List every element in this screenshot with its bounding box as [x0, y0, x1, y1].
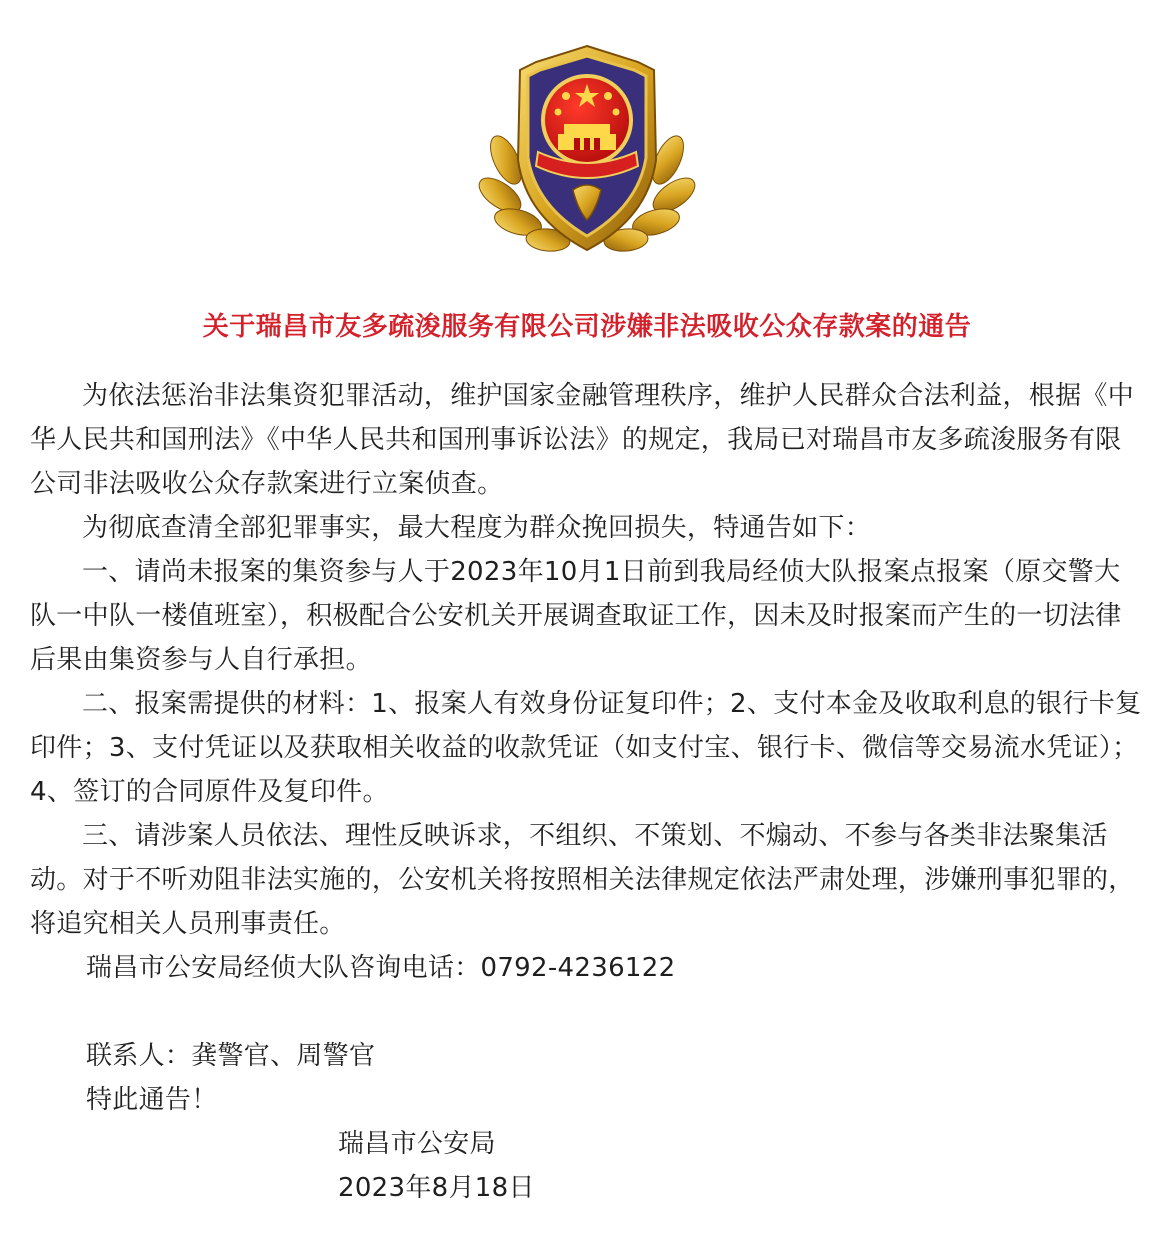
- notice-title: 关于瑞昌市友多疏浚服务有限公司涉嫌非法吸收公众存款案的通告: [202, 312, 972, 342]
- item-three-paragraph: 三、请涉案人员依法、理性反映诉求，不组织、不策划、不煽动、不参与各类非法聚集活动。对于不听劝阻非法实施的，公安机关将按照相关法律规定依法严肃处理，涉嫌刑事犯罪的，将追究相关人员刑事责任。: [30, 821, 1135, 939]
- notice-body: [30, 374, 1144, 1210]
- notice-lead-paragraph: 为彻底查清全部犯罪事实，最大程度为群众挽回损失，特通告如下：: [82, 513, 872, 543]
- item-one-paragraph: 一、请尚未报案的集资参与人于2023年10月1日前到我局经侦大队报案点报案（原交警大队一中队一楼值班室），积极配合公安机关开展调查取证工作，因未及时报案而产生的一切法律后果由集资参与人自行承担。: [30, 557, 1122, 675]
- police-emblem-icon: [478, 40, 696, 262]
- consult-phone: 瑞昌市公安局经侦大队咨询电话：0792-4236122: [86, 953, 676, 983]
- contact-line: 联系人：龚警官、周警官: [86, 1041, 376, 1071]
- intro-paragraph: 为依法惩治非法集资犯罪活动，维护国家金融管理秩序，维护人民群众合法利益，根据《中华人民共和国刑法》《中华人民共和国刑事诉讼法》的规定，我局已对瑞昌市友多疏浚服务有限公司非法吸收公众存款案进行立案侦查。: [30, 381, 1135, 499]
- closing-line: 特此通告！: [86, 1085, 218, 1115]
- issue-date: 2023年8月18日: [338, 1173, 535, 1203]
- spacer: [30, 990, 1144, 1034]
- issuer-signature: 瑞昌市公安局: [338, 1129, 496, 1159]
- item-two-paragraph: 二、报案需提供的材料：1、报案人有效身份证复印件；2、支付本金及收取利息的银行卡复印件；3、支付凭证以及获取相关收益的收款凭证（如支付宝、银行卡、微信等交易流水凭证）；4、签订的合同原件及复印件。: [30, 689, 1142, 807]
